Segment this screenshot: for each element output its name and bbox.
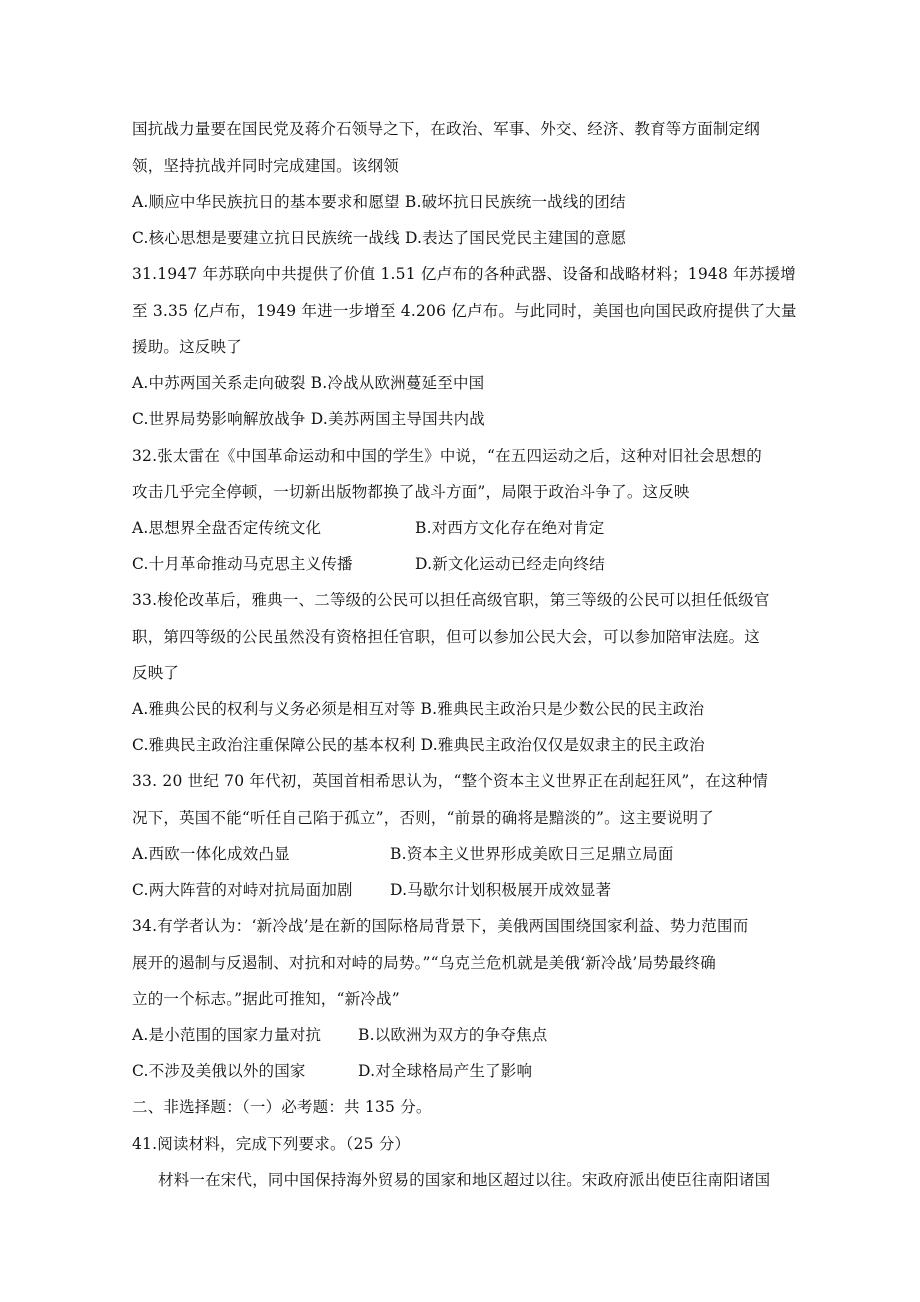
q32-option-a: A.思想界全盘否定传统文化 xyxy=(132,519,322,537)
q34-line-1: 34.有学者认为：‘新冷战’是在新的国际格局背景下，美俄两国围绕国家利益、势力范围而 xyxy=(132,917,749,935)
q32-option-d: D.新文化运动已经走向终结 xyxy=(415,555,605,573)
q33b-option-a: A.西欧一体化成效凸显 xyxy=(132,845,290,863)
q31-options-a-b: A.中苏两国关系走向破裂 B.冷战从欧洲蔓延至中国 xyxy=(132,374,485,392)
q33b-option-d: D.马歇尔计划积极展开成效显著 xyxy=(390,881,612,899)
q33b-option-b: B.资本主义世界形成美欧日三足鼎立局面 xyxy=(390,845,674,863)
q33a-options-a-b: A.雅典公民的权利与义务必须是相互对等 B.雅典民主政治只是少数公民的民主政治 xyxy=(132,700,705,718)
q31-line-3: 援助。这反映了 xyxy=(132,338,242,356)
q33a-line-2: 职，第四等级的公民虽然没有资格担任官职，但可以参加公民大会，可以参加陪审法庭。这 xyxy=(132,628,761,646)
q41-line-1: 41.阅读材料，完成下列要求。（25 分） xyxy=(132,1135,411,1153)
intro-options-a-b: A.顺应中华民族抗日的基本要求和愿望 B.破坏抗日民族统一战线的团结 xyxy=(132,193,626,211)
q31-options-c-d: C.世界局势影响解放战争 D.美苏两国主导国共内战 xyxy=(132,410,485,428)
q31-line-1: 31.1947 年苏联向中共提供了价值 1.51 亿卢布的各种武器、设备和战略材料；1948 年苏援增 xyxy=(132,265,796,283)
q34-option-c: C.不涉及美俄以外的国家 xyxy=(132,1062,306,1080)
q32-line-2: 攻击几乎完全停顿，一切新出版物都换了战斗方面”，局限于政治斗争了。这反映 xyxy=(132,483,690,501)
intro-line-2: 领，坚持抗战并同时完成建国。该纲领 xyxy=(132,157,399,175)
intro-line-1: 国抗战力量要在国民党及蒋介石领导之下，在政治、军事、外交、经济、教育等方面制定纲 xyxy=(132,120,761,138)
q34-line-2: 展开的遏制与反遏制、对抗和对峙的局势。”“乌克兰危机就是美俄‘新冷战’局势最终确 xyxy=(132,954,716,972)
q33b-option-c: C.两大阵营的对峙对抗局面加剧 xyxy=(132,881,353,899)
q33a-line-1: 33.梭伦改革后，雅典一、二等级的公民可以担任高级官职，第三等级的公民可以担任低级官 xyxy=(132,591,770,609)
q34-option-a: A.是小范围的国家力量对抗 xyxy=(132,1026,322,1044)
q33b-line-2: 况下，英国不能“听任自己陷于孤立”，否则，“前景的确将是黯淡的”。这主要说明了 xyxy=(132,809,714,827)
q32-option-c: C.十月革命推动马克思主义传播 xyxy=(132,555,353,573)
q34-line-3: 立的一个标志。”据此可推知，“新冷战” xyxy=(132,990,400,1008)
section-2-heading: 二、非选择题：（一）必考题：共 135 分。 xyxy=(132,1098,432,1116)
q31-line-2: 至 3.35 亿卢布，1949 年进一步增至 4.206 亿卢布。与此同时，美国也向国民政府提供了大量 xyxy=(132,302,797,320)
q33b-line-1: 33. 20 世纪 70 年代初，英国首相希思认为，“整个资本主义世界正在刮起狂风”，在这种情 xyxy=(132,772,769,790)
q33a-options-c-d: C.雅典民主政治注重保障公民的基本权利 D.雅典民主政治仅仅是奴隶主的民主政治 xyxy=(132,736,705,754)
q33a-line-3: 反映了 xyxy=(132,664,180,682)
q32-option-b: B.对西方文化存在绝对肯定 xyxy=(415,519,605,537)
q41-line-2: 材料一在宋代，同中国保持海外贸易的国家和地区超过以往。宋政府派出使臣往南阳诸国 xyxy=(158,1171,771,1189)
q34-option-d: D.对全球格局产生了影响 xyxy=(358,1062,533,1080)
q34-option-b: B.以欧洲为双方的争夺焦点 xyxy=(358,1026,548,1044)
intro-options-c-d: C.核心思想是要建立抗日民族统一战线 D.表达了国民党民主建国的意愿 xyxy=(132,229,627,247)
q32-line-1: 32.张太雷在《中国革命运动和中国的学生》中说，“在五四运动之后，这种对旧社会思想的 xyxy=(132,447,762,465)
